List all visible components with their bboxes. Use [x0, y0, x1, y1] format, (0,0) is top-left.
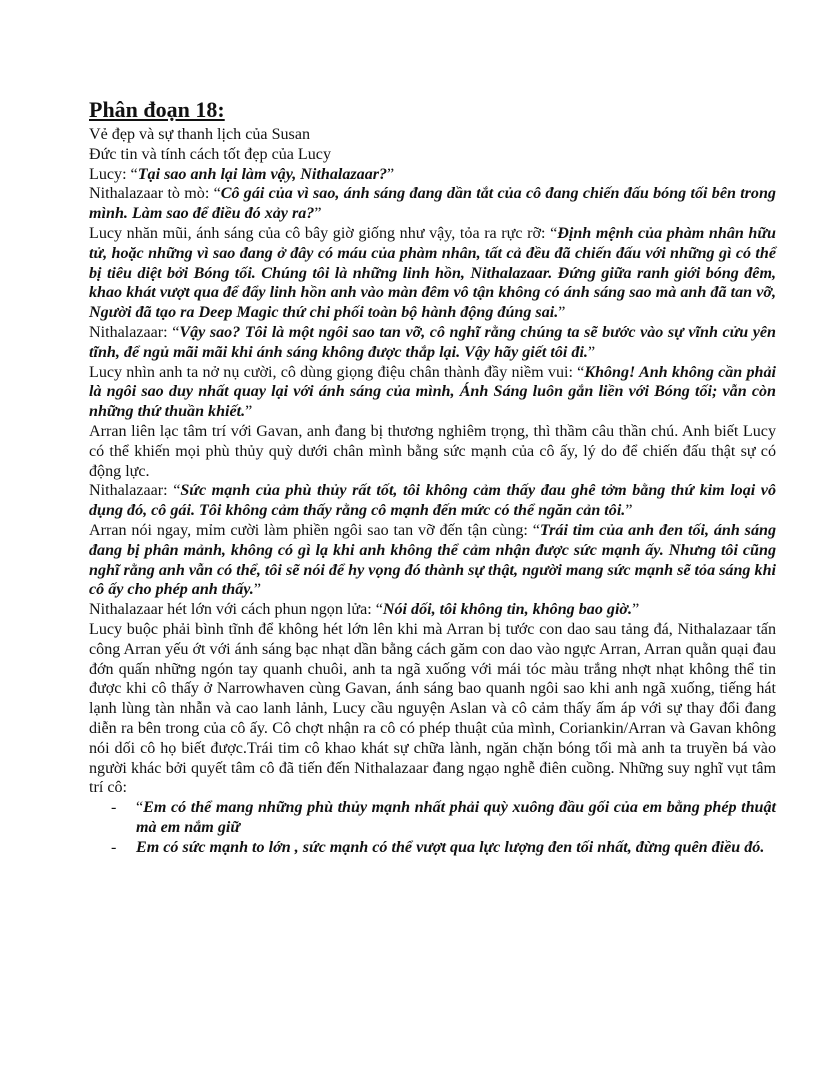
- dialogue-text: Không! Anh không cần phải là ngôi sao duy nhất quay lại với ánh sáng của mình, Ánh Sáng luôn gắn liền với Bóng tối; vẫn còn những thứ thuần khiết.: [89, 363, 777, 421]
- quote-close: ”: [245, 403, 253, 421]
- intro-line-lucy: Đức tin và tính cách tốt đẹp của Lucy: [89, 145, 331, 163]
- list-item: [89, 838, 776, 858]
- narration-text: Arran liên lạc tâm trí với Gavan, anh đang bị thương nghiêm trọng, thì thầm câu thần chú. Anh biết Lucy có thể khiến mọi phù thủy quỳ dưới chân mình bằng sức mạnh của cô ấy, lý do để chiến đấu thật sự có động lực.: [89, 422, 776, 480]
- narration-text: Nithalazaar tò mò: “: [89, 185, 221, 203]
- paragraph-lucy-destiny: [89, 224, 776, 323]
- quote-close: ”: [587, 343, 596, 361]
- section-heading: Phân đoạn 18:: [89, 97, 225, 122]
- dialogue-text: Sức mạnh của phù thủy rất tốt, tôi không cảm thấy đau ghê tởm bằng thứ kim loại vô dụng đó, cô gái. Tôi không cảm thấy rằng cô mạnh đến mức có thể ngăn cản tôi.: [89, 482, 776, 520]
- bullet-dash: -: [111, 799, 117, 817]
- thought-text: Em có sức mạnh to lớn , sức mạnh có thể vượt qua lực lượng đen tối nhất, đừng quên điều đó.: [136, 838, 765, 856]
- narration-text: Nithalazaar hét lớn với cách phun ngọn lửa: “: [89, 601, 383, 619]
- paragraph-lucy-question: [89, 165, 776, 185]
- narration-text: Lucy: “: [89, 165, 138, 183]
- paragraph-nithalazaar-shout: [89, 600, 776, 620]
- paragraph-lucy-smile: [89, 363, 776, 422]
- intro-line-susan: Vẻ đẹp và sự thanh lịch của Susan: [89, 126, 311, 143]
- narration-text: Nithalazaar: “: [89, 482, 181, 500]
- paragraph-arran-gavan: [89, 422, 776, 481]
- quote-close: ”: [387, 165, 395, 183]
- quote-open: “: [136, 799, 144, 817]
- list-item: [89, 798, 776, 838]
- bullet-dash: -: [111, 838, 117, 856]
- dialogue-text: Định mệnh của phàm nhân hữu tử, hoặc những vì sao đang ở đây có máu của phàm nhân, tất cả đều đã chiến đấu với những gì có thể bị tiêu diệt bởi Bóng tối. Chúng tôi là những linh hồn, Nithalazaar. Đứng giữa ranh giới bóng đêm, khao khát vượt qua để đẩy linh hồn anh vào màn đêm vô tận không có ánh sáng sao mà anh đã tan vỡ, Người đã tạo ra Deep Magic thứ chi phối toàn bộ hành động đúng sai.: [89, 224, 776, 322]
- quote-close: ”: [558, 304, 566, 322]
- paragraph-nithalazaar-curious: [89, 184, 776, 224]
- narration-text: Lucy buộc phải bình tĩnh để không hét lớn lên khi mà Arran bị tước con dao sau tảng đá, Nithalazaar tấn công Arran yếu ớt với ánh sáng bạc nhạt dần bằng cách găm con dao vào ngực Arran, Arran quằn quại đau đớn quấn những ngón tay quanh chuôi, anh ta ngã xuống với mái tóc màu trắng nhợt nhạt không thể tin được khi cô thấy ở Narrowhaven cùng Gavan, ánh sáng bao quanh ngôi sao khi anh ngã xuống, tiếng hát lạnh lùng tàn nhẫn và cao lanh lảnh, Lucy cầu nguyện Aslan và cô cảm thấy ấm áp với sự thay đổi đang diễn ra bên trong của cô ấy. Cô chợt nhận ra cô có phép thuật của mình, Coriankin/Arran và Gavan không nói dối cô họ biết được.Trái tim cô khao khát sự chữa lành, ngăn chặn bóng tối mà anh ta truyền bá vào người khác bởi quyết tâm cô đã tiến đến Nithalazaar đang ngạo nghễ điên cuồng. Những suy nghĩ vụt tâm trí cô:: [89, 620, 776, 797]
- paragraph-arran-heart: [89, 521, 776, 600]
- dialogue-text: Vậy sao? Tôi là một ngôi sao tan vỡ, cô nghĩ rằng chúng ta sẽ bước vào sự vĩnh cửu yên tĩnh, để ngủ mãi mãi khi ánh sáng không được thắp lại. Vậy hãy giết tôi đi.: [89, 323, 777, 361]
- narration-text: Lucy nhìn anh ta nở nụ cười, cô dùng giọng điệu chân thành đầy niềm vui: “: [89, 363, 585, 381]
- quote-close: ”: [253, 581, 261, 599]
- narration-text: Nithalazaar: “: [89, 323, 180, 341]
- paragraph-nithalazaar-broken-star: [89, 323, 776, 363]
- dialogue-text: Tại sao anh lại làm vậy, Nithalazaar?: [137, 165, 388, 183]
- document-body: [89, 97, 776, 857]
- quote-close: ”: [625, 502, 633, 520]
- narration-text: Arran nói ngay, mỉm cười làm phiền ngôi sao tan vỡ đến tận cùng: “: [89, 521, 540, 539]
- dialogue-text: Trái tim của anh đen tối, ánh sáng đang bị phân mảnh, không có gì lạ khi anh không thể cảm nhận được sức mạnh ấy. Nhưng tôi cũng nghĩ rằng anh vẫn có thể, tôi sẽ nói để hy vọng đó thành sự thật, người mang sức mạnh sẽ tỏa sáng khi cô ấy cho phép anh thấy.: [89, 521, 776, 599]
- quote-close: ”: [314, 205, 322, 223]
- dialogue-text: Nói dối, tôi không tin, không bao giờ.: [382, 601, 633, 619]
- paragraph-lucy-battle: [89, 620, 776, 798]
- thoughts-list: [89, 798, 776, 857]
- thought-text: Em có thể mang những phù thủy mạnh nhất phải quỳ xuông đầu gối của em bằng phép thuật mà em nắm giữ: [136, 799, 776, 836]
- quote-close: ”: [632, 601, 640, 619]
- dialogue-text: Cô gái của vì sao, ánh sáng đang dần tắt của cô đang chiến đấu bóng tối bên trong mình. Làm sao để điều đó xảy ra?: [89, 185, 776, 223]
- paragraph-nithalazaar-power: [89, 481, 776, 521]
- narration-text: Lucy nhăn mũi, ánh sáng của cô bây giờ giống như vậy, tỏa ra rực rỡ: “: [89, 224, 558, 242]
